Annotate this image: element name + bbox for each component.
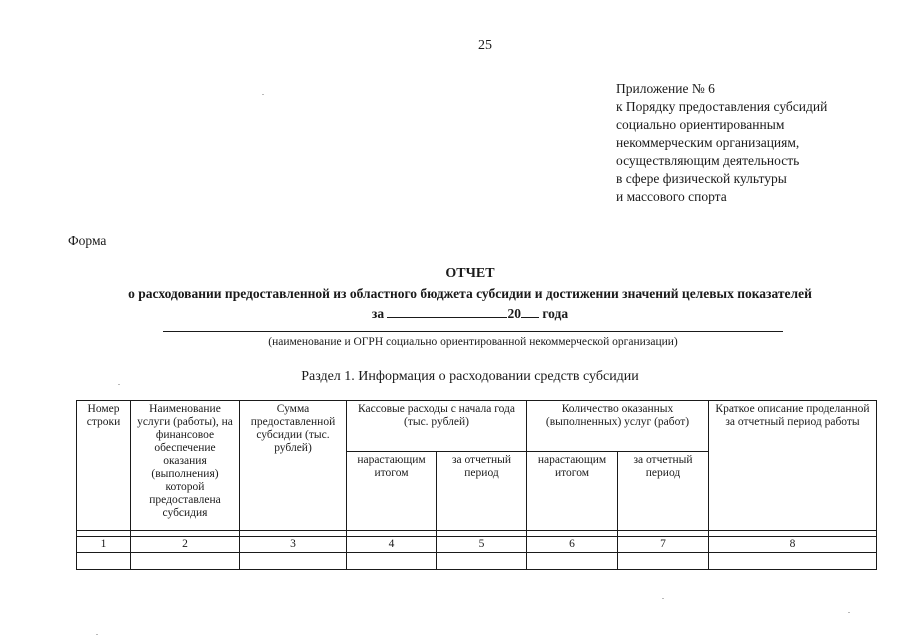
column-number: 2 — [131, 537, 240, 553]
section-title: Раздел 1. Информация о расходовании средств субсидии — [301, 369, 639, 384]
scan-speck — [262, 94, 264, 95]
empty-cell[interactable] — [618, 553, 709, 570]
header-cash-period: за отчетный период — [437, 452, 527, 531]
empty-cell[interactable] — [77, 553, 131, 570]
column-number: 4 — [347, 537, 437, 553]
org-name-field[interactable] — [163, 331, 783, 332]
scan-speck — [848, 612, 850, 613]
appendix-line: и массового спорта — [616, 189, 727, 204]
empty-cell[interactable] — [709, 553, 877, 570]
column-number: 8 — [709, 537, 877, 553]
period-prefix: за — [371, 306, 385, 321]
report-subtitle: о расходовании предоставленной из областного бюджета субсидии и достижении значений целевых показателей — [128, 286, 812, 301]
report-period — [60, 304, 880, 322]
header-row-number: Номер строки — [77, 401, 131, 531]
column-number: 3 — [240, 537, 347, 553]
empty-cell[interactable] — [131, 553, 240, 570]
header-services-count: Количество оказанных (выполненных) услуг (работ) — [527, 401, 709, 452]
header-subsidy-sum: Сумма предоставленной субсидии (тыс. рублей) — [240, 401, 347, 531]
appendix-block — [616, 80, 827, 206]
form-label: Форма — [68, 233, 107, 248]
table-row — [77, 553, 877, 570]
appendix-line: социально ориентированным — [616, 117, 785, 132]
header-count-cumulative: нарастающим итогом — [527, 452, 618, 531]
empty-cell[interactable] — [347, 553, 437, 570]
scan-speck — [662, 598, 664, 599]
column-number-row — [77, 537, 877, 553]
period-blank-field[interactable] — [387, 304, 507, 318]
header-cash-expenses: Кассовые расходы с начала года (тыс. рублей) — [347, 401, 527, 452]
header-cash-cumulative: нарастающим итогом — [347, 452, 437, 531]
period-year-blank-field[interactable] — [521, 304, 539, 318]
appendix-line: к Порядку предоставления субсидий — [616, 99, 828, 114]
org-caption: (наименование и ОГРН социально ориентированной некоммерческой организации) — [268, 336, 678, 348]
header-description: Краткое описание проделанной за отчетный период работы — [709, 401, 877, 531]
appendix-line: Приложение № 6 — [616, 81, 715, 96]
scan-speck — [96, 634, 98, 635]
report-table — [76, 400, 877, 570]
empty-cell[interactable] — [240, 553, 347, 570]
empty-cell[interactable] — [527, 553, 618, 570]
column-number: 5 — [437, 537, 527, 553]
column-number: 7 — [618, 537, 709, 553]
period-year-prefix: 20 — [507, 306, 521, 321]
appendix-line: в сфере физической культуры — [616, 171, 787, 186]
header-count-period: за отчетный период — [618, 452, 709, 531]
header-service-name: Наименование услуги (работы), на финансовое обеспечение оказания (выполнения) которой предоставлена субсидия — [131, 401, 240, 531]
report-title: ОТЧЕТ — [445, 266, 495, 281]
appendix-line: некоммерческим организациям, — [616, 135, 800, 150]
column-number: 1 — [77, 537, 131, 553]
empty-cell[interactable] — [437, 553, 527, 570]
scan-speck — [118, 384, 120, 385]
page-number: 25 — [478, 38, 492, 53]
appendix-line: осуществляющим деятельность — [616, 153, 800, 168]
column-number: 6 — [527, 537, 618, 553]
period-suffix: года — [542, 306, 569, 321]
